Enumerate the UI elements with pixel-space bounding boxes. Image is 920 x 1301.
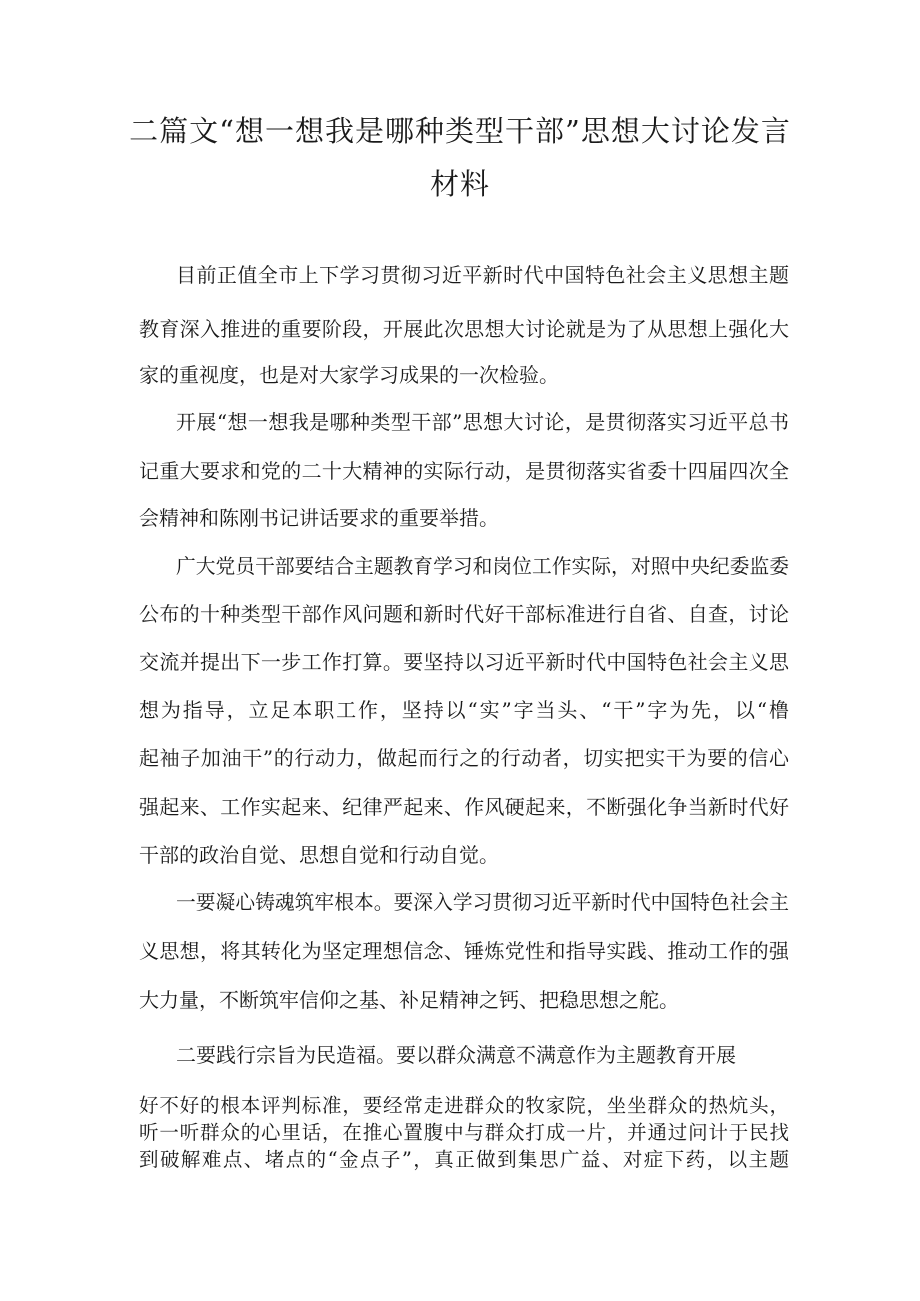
paragraph-5-line-4: 到破解难点、堵点的“金点子”，真正做到集思广益、对症下药，以主题: [139, 1148, 789, 1171]
paragraph-5-line-3: 听一听群众的心里话，在推心置腹中与群众打成一片，并通过问计于民找: [139, 1121, 789, 1144]
paragraph-3-line-1: 广大党员干部要结合主题教育学习和岗位工作实际，对照中央纪委监委: [176, 555, 789, 578]
paragraph-3-line-7: 干部的政治自觉、思想自觉和行动自觉。: [139, 843, 499, 867]
title-line-1: 二篇文“想一想我是哪种类型干部”思想大讨论发言: [129, 114, 791, 148]
paragraph-2-line-1: 开展“想一想我是哪种类型干部”思想大讨论，是贯彻落实习近平总书: [176, 410, 789, 434]
paragraph-4-line-3: 大力量，不断筑牢信仰之基、补足精神之钙、把稳思想之舵。: [139, 988, 679, 1012]
title-line-2: 材料: [429, 167, 490, 201]
paragraph-5-line-2: 好不好的根本评判标准，要经常走进群众的牧家院，坐坐群众的热炕头，: [139, 1094, 789, 1117]
paragraph-3-line-2: 公布的十种类型干部作风问题和新时代好干部标准进行自省、自查，讨论: [139, 602, 789, 626]
paragraph-1-line-1: 目前正值全市上下学习贯彻习近平新时代中国特色社会主义思想主题: [176, 263, 789, 287]
paragraph-1-line-3: 家的重视度，也是对大家学习成果的一次检验。: [139, 363, 559, 387]
paragraph-2-line-2: 记重大要求和党的二十大精神的实际行动，是贯彻落实省委十四届四次全: [139, 459, 789, 483]
paragraph-4-line-1: 一要凝心铸魂筑牢根本。要深入学习贯彻习近平新时代中国特色社会主: [176, 891, 789, 914]
paragraph-5-line-1: 二要践行宗旨为民造福。要以群众满意不满意作为主题教育开展: [176, 1043, 736, 1067]
paragraph-1-line-2: 教育深入推进的重要阶段，开展此次思想大讨论就是为了从思想上强化大: [139, 317, 789, 341]
paragraph-3-line-4: 想为指导，立足本职工作，坚持以“实”字当头、“干”字为先，以“橹: [139, 698, 789, 722]
paragraph-3-line-6: 强起来、工作实起来、纪律严起来、作风硬起来，不断强化争当新时代好: [139, 795, 789, 819]
paragraph-4-line-2: 义思想，将其转化为坚定理想信念、锤炼党性和指导实践、推动工作的强: [139, 939, 789, 963]
paragraph-2-line-3: 会精神和陈刚书记讲话要求的重要举措。: [139, 506, 499, 530]
paragraph-3-line-3: 交流并提出下一步工作打算。要坚持以习近平新时代中国特色社会主义思: [139, 650, 789, 674]
paragraph-3-line-5: 起袖子加油干”的行动力，做起而行之的行动者，切实把实干为要的信心: [139, 746, 789, 770]
